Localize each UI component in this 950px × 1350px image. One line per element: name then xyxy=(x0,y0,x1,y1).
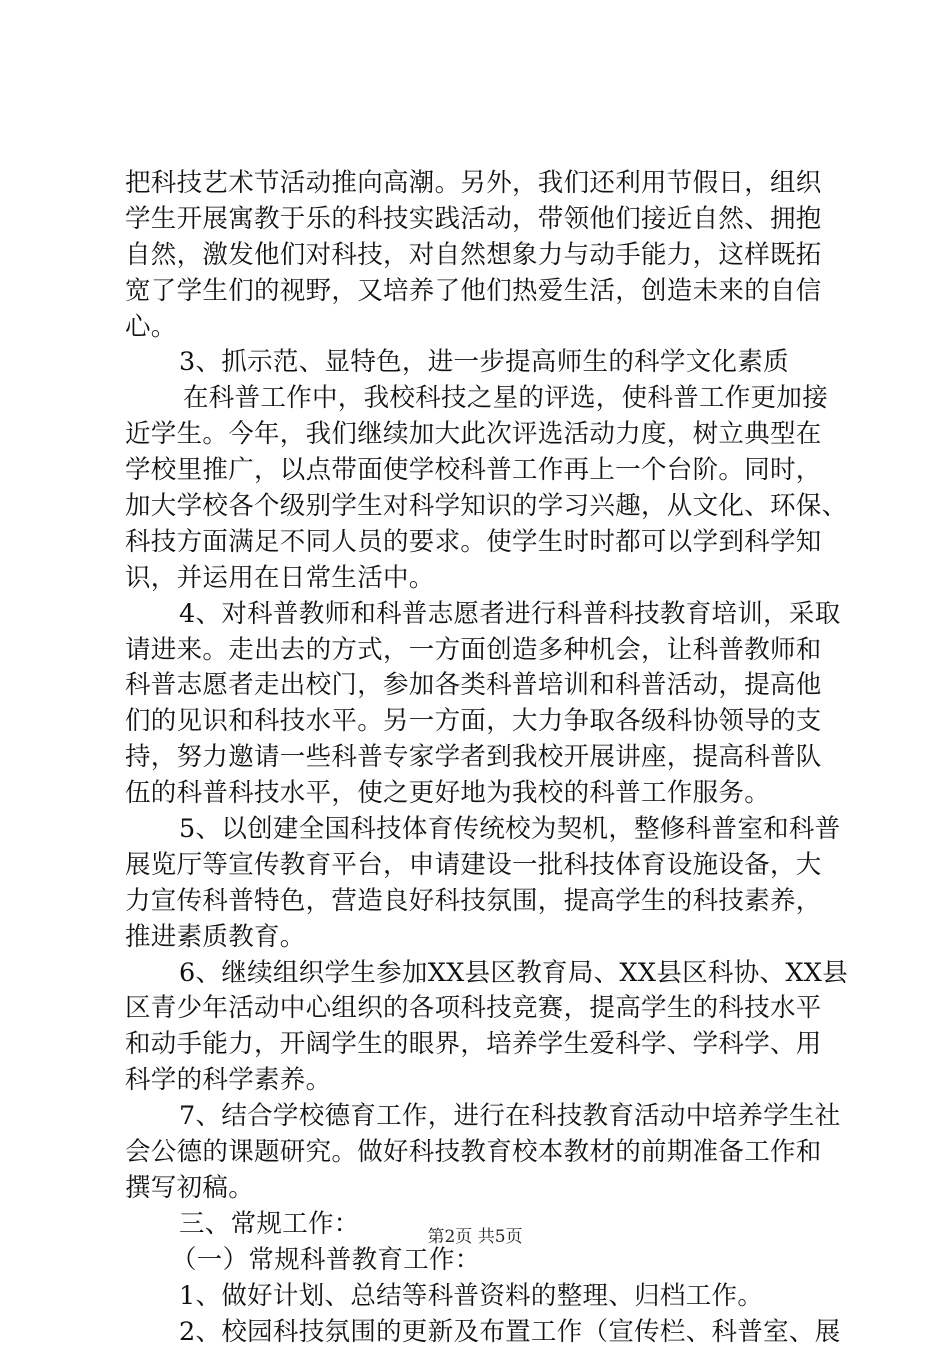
text-line: 自然，激发他们对科技，对自然想象力与动手能力，这样既拓 xyxy=(125,238,845,274)
text-line: 区青少年活动中心组织的各项科技竞赛，提高学生的科技水平 xyxy=(125,991,845,1027)
text-line: 4、对科普教师和科普志愿者进行科普科技教育培训，采取 xyxy=(125,597,845,633)
text-line: 伍的科普科技水平，使之更好地为我校的科普工作服务。 xyxy=(125,776,845,812)
text-line: 宽了学生们的视野，又培养了他们热爱生活，创造未来的自信 xyxy=(125,274,845,310)
text-line: 撰写初稿。 xyxy=(125,1171,845,1207)
text-line: 7、结合学校德育工作，进行在科技教育活动中培养学生社 xyxy=(125,1099,845,1135)
subsection-heading: （一）常规科普教育工作： xyxy=(125,1243,845,1279)
text-line: 请进来。走出去的方式，一方面创造多种机会，让科普教师和 xyxy=(125,633,845,669)
text-line: 把科技艺术节活动推向高潮。另外，我们还利用节假日，组织 xyxy=(125,166,845,202)
text-line: 们的见识和科技水平。另一方面，大力争取各级科协领导的支 xyxy=(125,704,845,740)
text-line: 在科普工作中，我校科技之星的评选，使科普工作更加接 xyxy=(125,381,845,417)
section-heading: 3、抓示范、显特色，进一步提高师生的科学文化素质 xyxy=(125,345,845,381)
text-line: 加大学校各个级别学生对科学知识的学习兴趣，从文化、环保、 xyxy=(125,489,845,525)
text-line: 推进素质教育。 xyxy=(125,920,845,956)
text-line: 展览厅等宣传教育平台，申请建设一批科技体育设施设备，大 xyxy=(125,848,845,884)
text-line: 近学生。今年，我们继续加大此次评选活动力度，树立典型在 xyxy=(125,417,845,453)
text-line: 和动手能力，开阔学生的眼界，培养学生爱科学、学科学、用 xyxy=(125,1027,845,1063)
text-line: 心。 xyxy=(125,310,845,346)
text-line: 学校里推广，以点带面使学校科普工作再上一个台阶。同时， xyxy=(125,453,845,489)
text-line: 5、以创建全国科技体育传统校为契机，整修科普室和科普 xyxy=(125,812,845,848)
text-line: 科学的科学素养。 xyxy=(125,1063,845,1099)
text-line: 持，努力邀请一些科普专家学者到我校开展讲座，提高科普队 xyxy=(125,740,845,776)
text-line: 1、做好计划、总结等科普资料的整理、归档工作。 xyxy=(125,1279,845,1315)
text-line: 科技方面满足不同人员的要求。使学生时时都可以学到科学知 xyxy=(125,525,845,561)
document-body xyxy=(125,166,845,1350)
text-line: 会公德的课题研究。做好科技教育校本教材的前期准备工作和 xyxy=(125,1135,845,1171)
text-line: 2、校园科技氛围的更新及布置工作（宣传栏、科普室、展 xyxy=(125,1315,845,1350)
text-line: 学生开展寓教于乐的科技实践活动，带领他们接近自然、拥抱 xyxy=(125,202,845,238)
section-heading: 三、常规工作： xyxy=(125,1207,845,1243)
page-number-footer: 第2页 共5页 xyxy=(0,1222,950,1247)
text-line: 科普志愿者走出校门，参加各类科普培训和科普活动，提高他 xyxy=(125,668,845,704)
text-line: 6、继续组织学生参加XX县区教育局、XX县区科协、XX县 xyxy=(125,956,845,992)
text-line: 识，并运用在日常生活中。 xyxy=(125,561,845,597)
text-line: 力宣传科普特色，营造良好科技氛围，提高学生的科技素养， xyxy=(125,884,845,920)
